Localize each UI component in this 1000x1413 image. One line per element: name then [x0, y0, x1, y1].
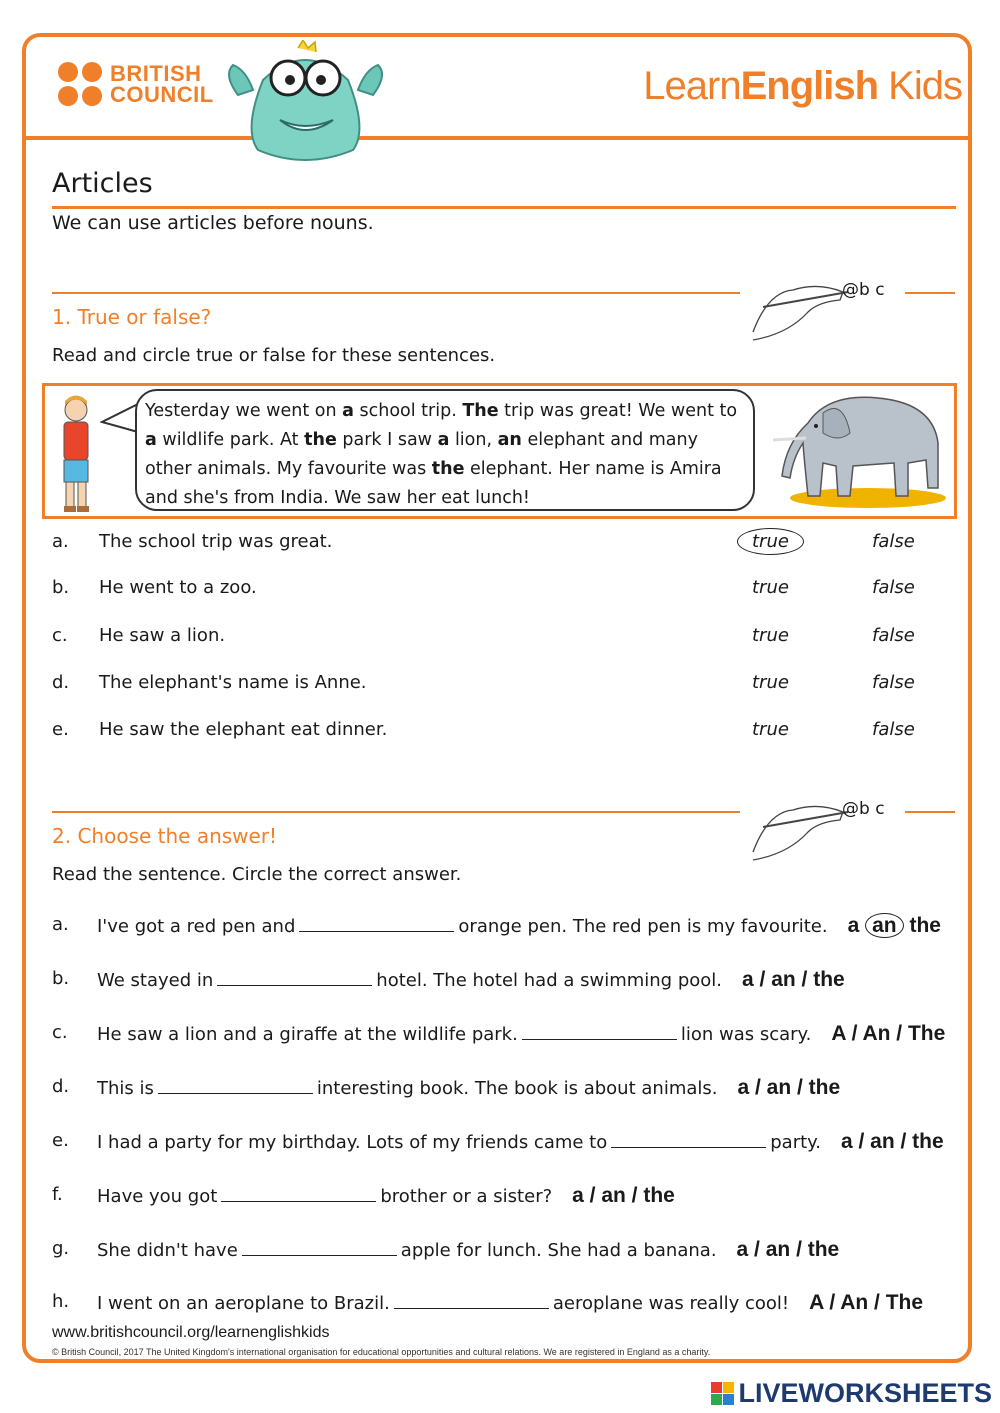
story-text: school trip. — [353, 401, 463, 421]
section1-hand-letters: @b c — [842, 280, 885, 300]
story-text: park I saw — [336, 430, 438, 450]
tf-sentence: He went to a zoo. — [99, 577, 257, 598]
answer-blank[interactable] — [522, 1023, 677, 1040]
choose-letter: c. — [52, 1022, 68, 1043]
sentence-end: lion was scary. — [680, 1024, 812, 1045]
section2-instruction: Read the sentence. Circle the correct answer. — [52, 864, 462, 885]
choose-letter: f. — [52, 1184, 63, 1205]
answer-options[interactable]: a / an / the — [737, 1076, 841, 1099]
section2-title: 2. Choose the answer! — [52, 824, 278, 848]
sentence-end: orange pen. The red pen is my favourite. — [458, 916, 828, 937]
tf-letter: b. — [52, 577, 70, 598]
logo-learn: Learn — [643, 64, 741, 108]
footer-url[interactable]: www.britishcouncil.org/learnenglishkids — [52, 1324, 330, 1341]
story-article: the — [304, 430, 337, 450]
false-option[interactable]: false — [872, 719, 915, 740]
british-council-logo — [58, 62, 214, 106]
story-text: lion, — [449, 430, 498, 450]
sentence-end: interesting book. The book is about animals. — [316, 1078, 718, 1099]
sentence-end: aeroplane was really cool! — [552, 1293, 790, 1314]
liveworksheets-text: LIVEWORKSHEETS — [738, 1378, 992, 1408]
false-option[interactable]: false — [872, 531, 915, 552]
tf-sentence: The elephant's name is Anne. — [99, 672, 367, 693]
true-option[interactable]: true — [737, 528, 804, 555]
story-text: wildlife park. At — [156, 430, 305, 450]
story-article: The — [462, 401, 499, 421]
liveworksheets-logo — [711, 1378, 992, 1409]
tf-row — [52, 625, 952, 655]
logo-english: English — [740, 64, 879, 108]
liveworksheets-badge-icon — [711, 1382, 734, 1405]
story-article: a — [145, 430, 157, 450]
story-text: trip was great! We went to — [498, 401, 738, 421]
sentence-start: I've got a red pen and — [97, 916, 296, 937]
tf-letter: a. — [52, 531, 69, 552]
answer-blank[interactable] — [611, 1131, 766, 1148]
sentence-start: I had a party for my birthday. Lots of my friends came to — [97, 1132, 608, 1153]
bc-logo-line1: BRITISH — [110, 61, 202, 86]
section2-rule-right — [905, 811, 955, 813]
learnenglish-kids-logo — [643, 64, 962, 109]
false-option[interactable]: false — [872, 625, 915, 646]
false-option[interactable]: false — [872, 577, 915, 598]
answer-options[interactable]: a / an / the — [736, 1238, 840, 1261]
tf-sentence: The school trip was great. — [99, 531, 333, 552]
tf-sentence: He saw a lion. — [99, 625, 226, 646]
answer-blank[interactable] — [217, 969, 372, 986]
story-article: a — [437, 430, 450, 450]
story-text: elephant. Her name is Amira and she's from India. We saw her eat lunch! — [145, 459, 722, 508]
answer-blank[interactable] — [242, 1239, 397, 1256]
answer-options[interactable]: a / an / the — [572, 1184, 675, 1207]
section2-rule-left — [52, 811, 740, 813]
option-a[interactable]: a — [847, 914, 860, 937]
false-option[interactable]: false — [872, 672, 915, 693]
intro-text: We can use articles before nouns. — [52, 212, 374, 234]
story-article: the — [431, 459, 465, 479]
option-an-circled[interactable]: an — [865, 913, 904, 938]
choose-letter: h. — [52, 1291, 70, 1312]
boy-icon — [48, 392, 108, 516]
section1-instruction: Read and circle true or false for these sentences. — [52, 345, 496, 366]
answer-options[interactable]: a / an / the — [840, 1130, 944, 1153]
answer-options[interactable] — [848, 914, 941, 937]
choose-letter: g. — [52, 1238, 70, 1259]
section2-hand-letters: @b c — [842, 799, 885, 819]
answer-options[interactable]: A / An / The — [809, 1291, 924, 1314]
story-text: elephant and many other animals. My favourite was — [145, 430, 698, 479]
section1-rule-left — [52, 292, 740, 294]
choose-letter: b. — [52, 968, 70, 989]
tf-letter: d. — [52, 672, 70, 693]
answer-blank[interactable] — [299, 915, 454, 932]
elephant-icon — [768, 388, 948, 510]
sentence-start: She didn't have — [97, 1240, 238, 1261]
logo-kids: Kids — [878, 64, 962, 108]
sentence-start: I went on an aeroplane to Brazil. — [97, 1293, 390, 1314]
answer-blank[interactable] — [394, 1292, 549, 1309]
answer-blank[interactable] — [158, 1077, 313, 1094]
true-option[interactable]: true — [752, 577, 789, 598]
sentence-end: hotel. The hotel had a swimming pool. — [376, 970, 723, 991]
sentence-end: brother or a sister? — [380, 1186, 553, 1207]
tf-letter: c. — [52, 625, 68, 646]
title-divider — [52, 206, 956, 209]
bc-logo-line2: COUNCIL — [110, 82, 214, 107]
story-article: a — [342, 401, 354, 421]
choose-letter: a. — [52, 914, 69, 935]
story-text: Yesterday we went on — [145, 401, 343, 421]
choose-letter: e. — [52, 1130, 69, 1151]
story-article: an — [497, 430, 522, 450]
sentence-end: apple for lunch. She had a banana. — [400, 1240, 717, 1261]
answer-options[interactable]: A / An / The — [831, 1022, 946, 1045]
sentence-start: Have you got — [97, 1186, 218, 1207]
true-option[interactable]: true — [752, 672, 789, 693]
tf-sentence: He saw the elephant eat dinner. — [99, 719, 388, 740]
monster-mascot-icon — [218, 40, 393, 165]
sentence-end: party. — [770, 1132, 821, 1153]
story-speech-bubble — [135, 389, 755, 511]
footer-copyright: © British Council, 2017 The United Kingdom's international organisation for educational opportunities and cultural relations. We are registered in England as a charity. — [52, 1347, 711, 1357]
tf-letter: e. — [52, 719, 69, 740]
header-divider — [26, 136, 968, 140]
page-title: Articles — [52, 168, 153, 199]
answer-blank[interactable] — [221, 1185, 376, 1202]
sentence-start: We stayed in — [97, 970, 214, 991]
tf-row — [52, 672, 952, 702]
tf-row — [52, 719, 952, 749]
choose-letter: d. — [52, 1076, 70, 1097]
speech-bubble-tail-icon — [100, 402, 140, 442]
section1-rule-right — [905, 292, 955, 294]
tf-row — [52, 577, 952, 607]
true-option[interactable]: true — [752, 719, 789, 740]
section1-title: 1. True or false? — [52, 305, 212, 329]
sentence-start: He saw a lion and a giraffe at the wildlife park. — [97, 1024, 518, 1045]
answer-options[interactable]: a / an / the — [742, 968, 845, 991]
tf-row — [52, 531, 952, 561]
sentence-start: This is — [97, 1078, 154, 1099]
option-the[interactable]: the — [909, 914, 941, 937]
british-council-dots-icon — [58, 62, 102, 106]
true-option[interactable]: true — [752, 625, 789, 646]
